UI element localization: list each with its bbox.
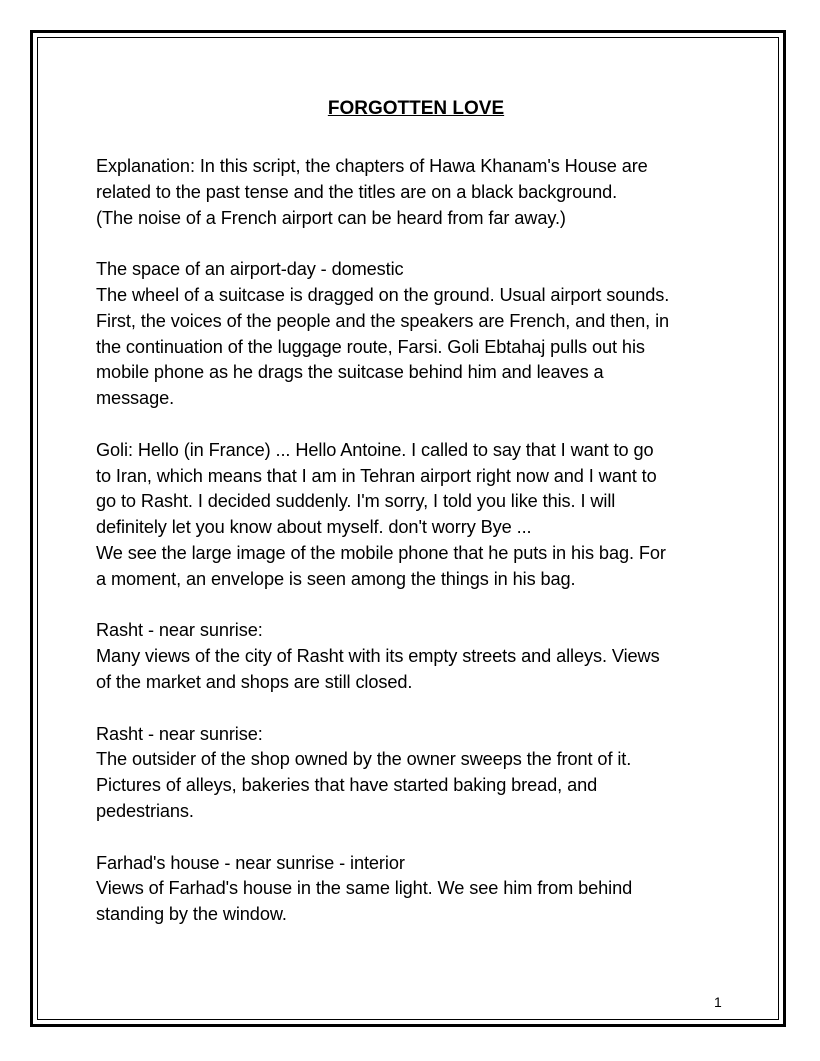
- text-line: to Iran, which means that I am in Tehran airport right now and I want to: [96, 465, 657, 486]
- text-line: The outsider of the shop owned by the owner sweeps the front of it.: [96, 749, 632, 770]
- text-line: Farhad's house - near sunrise - interior: [96, 852, 405, 873]
- text-line: Many views of the city of Rasht with its empty streets and alleys. Views: [96, 646, 660, 667]
- paragraph-airport-scene: [96, 257, 728, 412]
- text-line: the continuation of the luggage route, Farsi. Goli Ebtahaj pulls out his: [96, 336, 645, 357]
- document-body: [96, 96, 728, 954]
- text-line: pedestrians.: [96, 800, 194, 821]
- paragraph-farhad-house: [96, 851, 728, 928]
- text-line: (The noise of a French airport can be heard from far away.): [96, 207, 566, 228]
- text-line: related to the past tense and the titles are on a black background.: [96, 181, 618, 202]
- text-line: First, the voices of the people and the speakers are French, and then, in: [96, 310, 670, 331]
- text-line: Rasht - near sunrise:: [96, 620, 263, 641]
- text-line: Rasht - near sunrise:: [96, 723, 263, 744]
- text-line: Explanation: In this script, the chapters of Hawa Khanam's House are: [96, 156, 648, 176]
- document-title: FORGOTTEN LOVE: [327, 98, 505, 119]
- paragraph-goli-dialogue: [96, 438, 728, 593]
- text-line: mobile phone as he drags the suitcase behind him and leaves a: [96, 362, 604, 383]
- text-line: The space of an airport-day - domestic: [96, 259, 404, 280]
- text-line: Pictures of alleys, bakeries that have started baking bread, and: [96, 775, 598, 796]
- text-line: The wheel of a suitcase is dragged on the ground. Usual airport sounds.: [96, 284, 670, 305]
- text-line: Goli: Hello (in France) ... Hello Antoine. I called to say that I want to go: [96, 439, 654, 460]
- text-line: We see the large image of the mobile phone that he puts in his bag. For: [96, 542, 666, 563]
- page-number: 1: [714, 994, 722, 1010]
- text-line: of the market and shops are still closed.: [96, 671, 413, 692]
- paragraph-rasht-sunrise-2: [96, 722, 728, 825]
- text-line: go to Rasht. I decided suddenly. I'm sorry, I told you like this. I will: [96, 491, 616, 512]
- text-line: definitely let you know about myself. don't worry Bye ...: [96, 517, 532, 538]
- text-line: message.: [96, 388, 175, 409]
- text-line: a moment, an envelope is seen among the things in his bag.: [96, 568, 576, 589]
- paragraph-explanation: [96, 154, 728, 231]
- text-line: Views of Farhad's house in the same light. We see him from behind: [96, 878, 633, 899]
- paragraph-rasht-sunrise-1: [96, 618, 728, 695]
- text-line: standing by the window.: [96, 904, 287, 925]
